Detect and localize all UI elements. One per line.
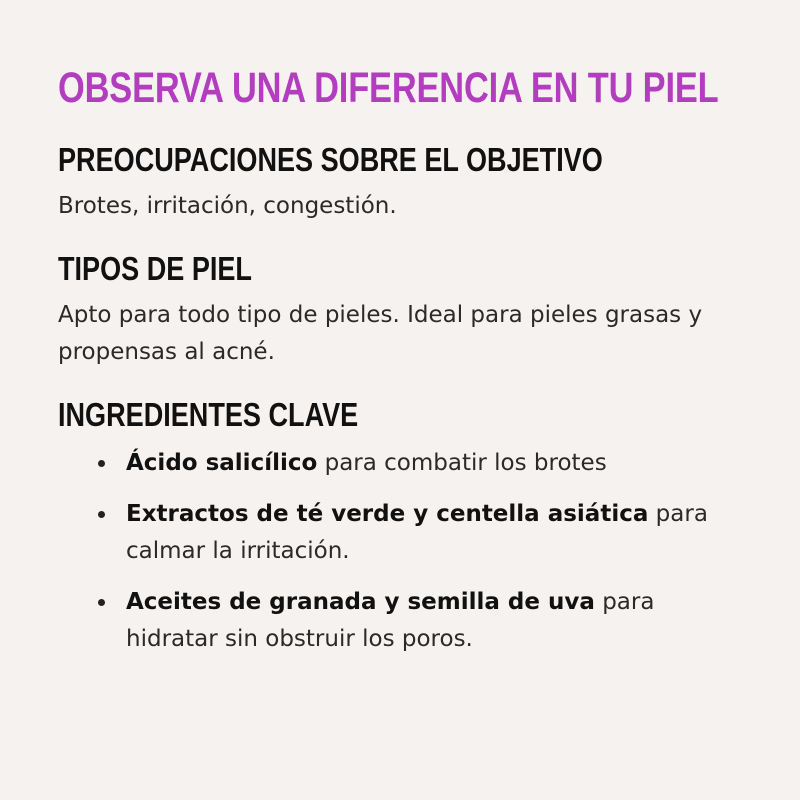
section-heading-ingredients: INGREDIENTES CLAVE <box>58 396 359 433</box>
ingredient-name: Aceites de granada y semilla de uva <box>126 589 595 615</box>
list-item <box>98 445 742 482</box>
ingredient-name: Ácido salicílico <box>126 450 318 476</box>
section-text-skin-types: Apto para todo tipo de pieles. Ideal para pieles grasas y propensas al acné. <box>58 302 703 365</box>
ingredient-name: Extractos de té verde y centella asiática <box>126 501 649 527</box>
ingredient-description: para combatir los brotes <box>317 450 607 476</box>
section-heading-concerns: PREOCUPACIONES SOBRE EL OBJETIVO <box>58 141 603 178</box>
list-item <box>98 584 742 658</box>
ingredients-list <box>58 445 742 658</box>
ingredient-description: para calmar la irritación. <box>126 501 708 564</box>
bullet-icon <box>98 599 105 606</box>
bullet-icon <box>98 511 105 518</box>
ingredient-description: para hidratar sin obstruir los poros. <box>126 589 655 652</box>
section-text-concerns: Brotes, irritación, congestión. <box>58 193 397 219</box>
section-heading-skin-types: TIPOS DE PIEL <box>58 250 252 287</box>
page-title: OBSERVA UNA DIFERENCIA EN TU PIEL <box>58 64 719 112</box>
list-item <box>98 496 742 570</box>
bullet-icon <box>98 460 105 467</box>
